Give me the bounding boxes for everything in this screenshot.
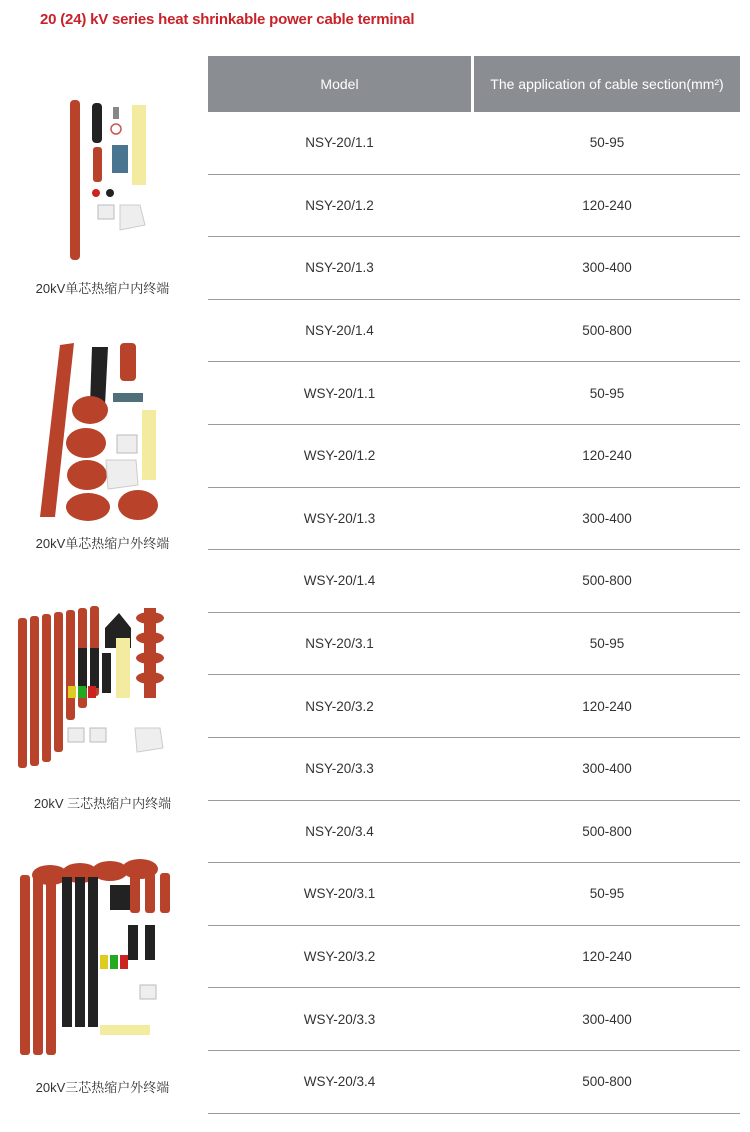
table-row — [208, 863, 740, 926]
table-row — [208, 926, 740, 989]
header-cable-section: The application of cable section(mm²) — [474, 56, 740, 112]
product-image-indoor-single-core — [0, 95, 205, 265]
table-row — [208, 613, 740, 676]
section-cell: 500-800 — [582, 823, 632, 839]
section-cell: 300-400 — [582, 1011, 632, 1027]
section-cell: 50-95 — [589, 886, 625, 902]
product-caption: 20kV 三芯热缩户内终端 — [33, 796, 172, 811]
table-row — [208, 425, 740, 488]
model-cell: WSY-20/1.2 — [303, 448, 376, 464]
section-cell: 500-800 — [582, 1074, 632, 1090]
product-image-indoor-three-core — [0, 598, 205, 778]
product-caption: 20kV三芯热缩户外终端 — [35, 1080, 170, 1095]
model-cell: NSY-20/3.4 — [305, 823, 374, 839]
section-cell: 50-95 — [589, 636, 625, 652]
model-cell: NSY-20/3.2 — [305, 698, 374, 714]
table-row — [208, 488, 740, 551]
section-cell: 500-800 — [582, 573, 632, 589]
model-cell: NSY-20/1.4 — [305, 323, 374, 339]
page-title: 20 (24) kV series heat shrinkable power cable terminal — [40, 11, 415, 28]
section-cell: 300-400 — [582, 260, 632, 276]
model-table — [208, 56, 740, 1114]
table-row — [208, 801, 740, 864]
section-cell: 120-240 — [582, 949, 632, 965]
model-cell: WSY-20/3.3 — [303, 1011, 376, 1027]
model-cell: NSY-20/3.1 — [305, 636, 374, 652]
table-row — [208, 1051, 740, 1114]
model-cell: NSY-20/3.3 — [305, 761, 374, 777]
table-row — [208, 988, 740, 1051]
model-cell: WSY-20/1.4 — [303, 573, 376, 589]
section-cell: 120-240 — [582, 197, 632, 213]
table-row — [208, 550, 740, 613]
section-cell: 120-240 — [582, 448, 632, 464]
table-row — [208, 175, 740, 238]
model-cell: WSY-20/1.3 — [303, 510, 376, 526]
table-row — [208, 237, 740, 300]
section-cell: 50-95 — [589, 135, 625, 151]
table-row — [208, 112, 740, 175]
model-cell: WSY-20/3.4 — [303, 1074, 376, 1090]
table-row — [208, 738, 740, 801]
section-cell: 120-240 — [582, 698, 632, 714]
model-cell: WSY-20/3.1 — [303, 886, 376, 902]
table-row — [208, 300, 740, 363]
section-cell: 50-95 — [589, 385, 625, 401]
model-cell: WSY-20/1.1 — [303, 385, 376, 401]
model-cell: WSY-20/3.2 — [303, 949, 376, 965]
section-cell: 300-400 — [582, 761, 632, 777]
table-header — [208, 56, 740, 112]
model-cell: NSY-20/1.3 — [305, 260, 374, 276]
product-image-outdoor-three-core — [0, 855, 205, 1065]
table-row — [208, 362, 740, 425]
model-cell: NSY-20/1.1 — [305, 135, 374, 151]
section-cell: 500-800 — [582, 323, 632, 339]
table-row — [208, 675, 740, 738]
model-cell: NSY-20/1.2 — [305, 197, 374, 213]
section-cell: 300-400 — [582, 510, 632, 526]
product-caption: 20kV单芯热缩户内终端 — [35, 281, 170, 296]
product-image-outdoor-single-core — [0, 335, 205, 525]
product-caption: 20kV单芯热缩户外终端 — [35, 536, 170, 551]
header-model: Model — [208, 56, 471, 112]
